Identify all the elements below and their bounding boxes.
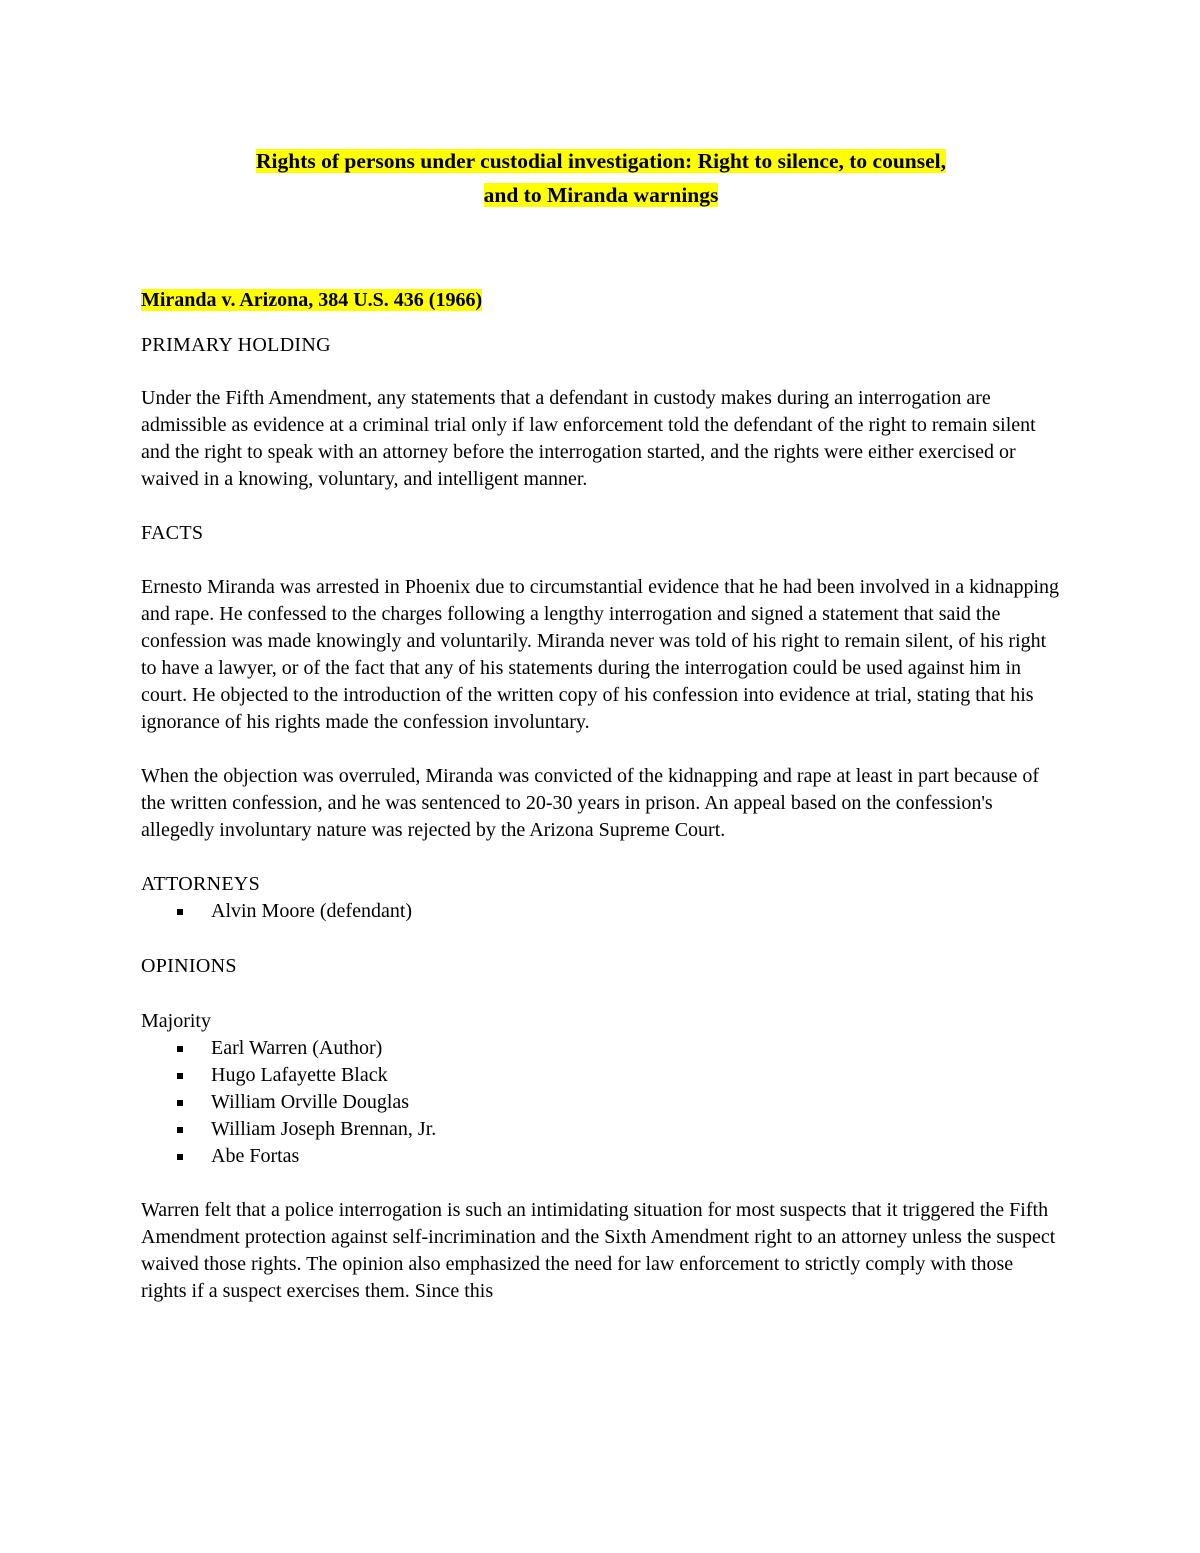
attorneys-heading: ATTORNEYS	[141, 873, 261, 895]
list-item	[175, 898, 1061, 925]
justice-name: William Joseph Brennan, Jr.	[211, 1118, 437, 1140]
justice-name: William Orville Douglas	[211, 1091, 410, 1113]
attorney-name: Alvin Moore (defendant)	[211, 900, 413, 922]
list-item	[175, 1035, 1061, 1062]
justice-name: Earl Warren (Author)	[211, 1037, 383, 1059]
opinions-heading: OPINIONS	[141, 955, 237, 977]
facts-paragraph-1: Ernesto Miranda was arrested in Phoenix due to circumstantial evidence that he had been involved in a kidnapping and rape. He confessed to the charges following a lengthy interrogation and signed a statement that said the confession was made knowingly and voluntarily. Miranda never was told of his right to remain silent, of his right to have a lawyer, or of the fact that any of his statements during the interrogation could be used against him in court. He objected to the introduction of the written copy of his confession into evidence at trial, stating that his ignorance of his rights made the confession involuntary.	[141, 576, 1060, 733]
majority-justices-list	[141, 1035, 1061, 1170]
bullet-icon	[177, 1154, 183, 1160]
justice-name: Hugo Lafayette Black	[211, 1064, 388, 1086]
bullet-icon	[177, 1046, 183, 1052]
case-citation	[141, 286, 1061, 314]
document-body	[141, 144, 1061, 1305]
bullet-icon	[177, 1100, 183, 1106]
document-title	[141, 144, 1061, 212]
primary-holding-text: Under the Fifth Amendment, any statements that a defendant in custody makes during an interrogation are admissible as evidence at a criminal trial only if law enforcement told the defendant of the right to remain silent and the right to speak with an attorney before the interrogation started, and the rights were either exercised or waived in a knowing, voluntary, and intelligent manner.	[141, 387, 1036, 490]
bullet-icon	[177, 1127, 183, 1133]
document-title-line-2: and to Miranda warnings	[483, 183, 719, 207]
opinion-text: Warren felt that a police interrogation is such an intimidating situation for most suspects that it triggered the Fifth Amendment protection against self-incrimination and the Sixth Amendment right to an attorney unless the suspect waived those rights. The opinion also emphasized the need for law enforcement to strictly comply with those rights if a suspect exercises them. Since this	[141, 1199, 1056, 1302]
bullet-icon	[177, 1073, 183, 1079]
facts-heading: FACTS	[141, 522, 204, 544]
list-item	[175, 1062, 1061, 1089]
case-citation-text: Miranda v. Arizona, 384 U.S. 436 (1966)	[141, 289, 483, 311]
majority-label: Majority	[141, 1010, 211, 1032]
attorneys-list	[141, 898, 1061, 925]
list-item	[175, 1143, 1061, 1170]
justice-name: Abe Fortas	[211, 1145, 300, 1167]
bullet-icon	[177, 909, 183, 915]
document-title-line-1: Rights of persons under custodial investigation: Right to silence, to counsel,	[255, 149, 947, 173]
list-item	[175, 1089, 1061, 1116]
facts-paragraph-2: When the objection was overruled, Miranda was convicted of the kidnapping and rape at least in part because of the written confession, and he was sentenced to 20-30 years in prison. An appeal based on the confession's allegedly involuntary nature was rejected by the Arizona Supreme Court.	[141, 765, 1040, 841]
primary-holding-heading: PRIMARY HOLDING	[141, 334, 331, 356]
list-item	[175, 1116, 1061, 1143]
